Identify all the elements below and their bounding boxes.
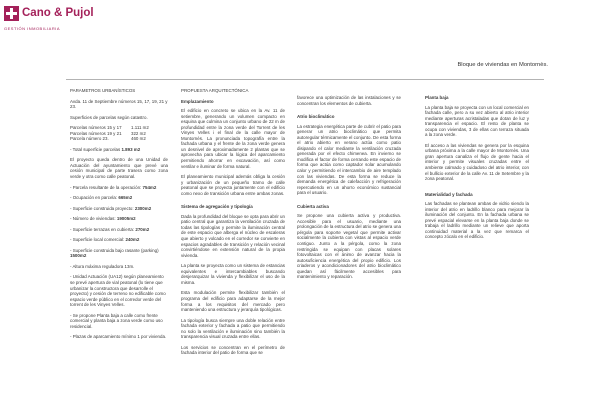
brand-logo: [4, 6, 94, 42]
logo-cross-icon: [4, 6, 19, 21]
subheading-location: Emplazamiento: [181, 98, 214, 104]
section-heading: PROPUESTA ARQUITECTÓNICA: [181, 88, 249, 93]
paragraph: La estrategia energética parte de cubrir el patio para generar un atrio bioclimático que permita autoregular térmicamente el conjunto. De esta forma el atrio abierto en verano actúa como patio disipando el calor mediante la ventilación cruzada generada por el efecto chimenea. En invierno se modifica el factor de forma cerrando este espacio de forma que actúa como captador solar acumulando calor y permitiendo el intercambio de aire templado con las viviendas. De esta forma se reduce la demanda energética de calefacción y refrigeración repercutiendo en un ahorro económico sustancial para el usuario.: [297, 123, 401, 196]
param-item: - Superficie construida bajo rasante (parking) 1500m2: [70, 247, 159, 259]
paragraph: La planta baja se proyecta con un local comercial en fachada calle, pero a su vez abierto al atrio interior mediante aperturas acristaladas que dotan de luz y transparencia el espacio. El resto de planta se ocupa con viviendas, 3 de ellas con terraza situada a la zona verde.: [425, 104, 529, 138]
param-item: - Superficie construida proyecto: 2300m2: [70, 205, 152, 211]
paragraph: La tipología busca siempre una doble relación entre fachada exterior y fachada a patio que permitiendo no solo la ventilación e iluminación sino también la transparencia visual cruzada entre ellas.: [181, 317, 285, 340]
param-item: - Superficie terrazas en cubierta: 270m2: [70, 226, 150, 232]
column-bioclimatic: [297, 95, 401, 285]
param-item: - Número de viviendas: 19005m2: [70, 216, 136, 222]
subheading-atrium: Atrio bioclimático: [297, 114, 335, 120]
paragraph: El edificio en concreto se ubica en la Av. 11 de setiembre, generando un volumen compacto en esquina que culmina un conjunto urbano de 22 m de profundidad entre la zona verde del Torrent de les Vinyes Velles i el final de la calle mayor de Montornès. La pronunciada topografía entre la fachada urbana y el frente de la zona verde genera un desnivel de aproximadamente 2 plantas que se aprovecha para ubicar la lógica del aparcamiento permitiendo ahorrar en excavación, así como ventilar e iluminar de forma natural.: [181, 108, 285, 169]
paragraph: Las fachadas se plantean ambas de vidrio siendo la interior del atrio en ladrillo blanco para mejorar la iluminación del conjunto. En la fachada urbana se prevé espacial elevarse en la planta baja donde se trabaja el ladrillo mediante un relieve que aporta continuidad material a la vez que remarca el concepto zócalo en el edificio.: [425, 201, 529, 240]
param-item: - Superficie local comercial: 240m2: [70, 237, 140, 243]
paragraph: Se propone una cubierta activa y productiva. Accesible para el usuario, mediante una prolongación de la estructura del atrio se genera una pérgola para soporte vegetal que permite activar socialmente la cubierta con vistas al espacio verde contiguo. Junto a la pérgola, como la zona restringida se equipan con placas solares fotovoltaicas con el ánimo de avanzar hacia la autosuficiencia energética del propio edificio. Los criaderos y acondicionadores del atrio bioclimático quedan así fácilmente accesibles para mantenimiento y reparación.: [297, 213, 401, 280]
param-item: - Parcela resultante de la operación: 754m2: [70, 184, 157, 190]
column-architectural-proposal: [181, 88, 285, 361]
paragraph: Los servicios se concentran en el perímetro de fachada interior del patio de forma que se: [181, 344, 285, 356]
parcels-intro: Superficies de parcelas según catastro.: [70, 114, 148, 120]
header-rule: [66, 79, 544, 80]
paragraph: El planeamiento municipal además obliga la cesión y urbanización de un pequeño tramo de calle peatonal que se proyecta juntamente con el edificio como nexo de transición urbana entre ambas zonas.: [181, 174, 285, 196]
section-heading: PARAMETROS URBANÍSTICOS: [70, 88, 136, 93]
parking-note: - Plazas de aparcamiento mínimo 1 por vivienda.: [70, 334, 167, 340]
project-unit-text: El proyecto queda dentro de una Unidad de Actuación del ayuntamiento que prevé una cesión municipal de parte trasera como zona verde y otra como calle peatonal.: [70, 157, 168, 180]
paragraph: El acceso a las viviendas se genera por la esquina urbana próxima a la calle mayor de Montornès. Una gran apertura canaliza el flujo de gente hacia el interior y permite visuales cruzadas entre el ambiente calmado y cuidadoso del atrio interior, con el bullicio exterior de la calle Av. 11 de Setembre y la zona peatonal.: [425, 142, 529, 182]
height-note: - Altura máxima reguladora 13m.: [70, 263, 135, 269]
parcel-row: Parcela número 23. 460 m2: [70, 136, 146, 142]
ground-floor-note: - Se propone Planta baja a calle como frente comercial y planta baja a zona verde como uso residencial.: [70, 312, 163, 329]
parcel-row: Parcelas números 15 y 17 1.111 m2: [70, 125, 149, 131]
paragraph-continued: favorece una optimización de las instalaciones y se concentran los elementos de cubierta.: [297, 95, 401, 106]
brand-name: Cano & Pujol: [22, 7, 94, 19]
paragraph: La planta se proyecta como un sistema de estancias equivalentes e intercambiables buscando desjerarquizar la vivienda y flexibilizar el uso de la misma.: [181, 263, 285, 285]
column-urban-parameters: [70, 88, 168, 345]
page-title: Bloque de viviendas en Montornès.: [457, 62, 548, 68]
parcels-list: [70, 125, 168, 142]
total-parcels: - Total superficie parcelas 1.893 m2: [70, 146, 141, 152]
subheading-ground-floor: Planta baja: [425, 95, 449, 100]
address: Avda. 11 de Septiembre números 15, 17, 19, 21 y 23.: [70, 98, 168, 110]
param-item: - Ocupación en parcela: 665m2: [70, 195, 133, 201]
subheading-active-roof: Cubierta activa: [297, 203, 329, 209]
paragraph: Dada la profundidad del bloque se opta para abrir un patio central que garantiza la ventilación cruzada de todas las tipologías y permite la iluminación central de este espacio que alberga el núcleo de escaleras que abierto y volcado en el corredor se convierte en espacios agradables de transición y relación vecinal convirtiéndose en extensión natural de la propia vivienda.: [181, 213, 285, 258]
unit-note: - Unidad Actuación (UA12) según planeamiento se prevé apertura de vial peatonal (lo tiene que urbanizar la constructora que desarrolle el proyecto) y cesión de terreno no edificable como espacio verde público en el corredor verde del torrent de les Vinyes Velles.: [70, 274, 166, 308]
column-ground-floor: [425, 95, 529, 245]
parcel-row: Parcelas números 19 y 21 322 m2: [70, 130, 146, 136]
brand-tagline: GESTIÓN INMOBILIARIA: [4, 26, 61, 31]
subheading-materials: Materialidad y fachada: [425, 191, 473, 197]
paragraph: Esta modulación permite flexibilizar también el programa del edificio para adaptarse de la mejor forma a los requisitos del mercado pero manteniendo una estructura y jerarquía tipológicas.: [181, 290, 285, 313]
subheading-aggregation: Sistema de agregación y tipología: [181, 204, 253, 210]
